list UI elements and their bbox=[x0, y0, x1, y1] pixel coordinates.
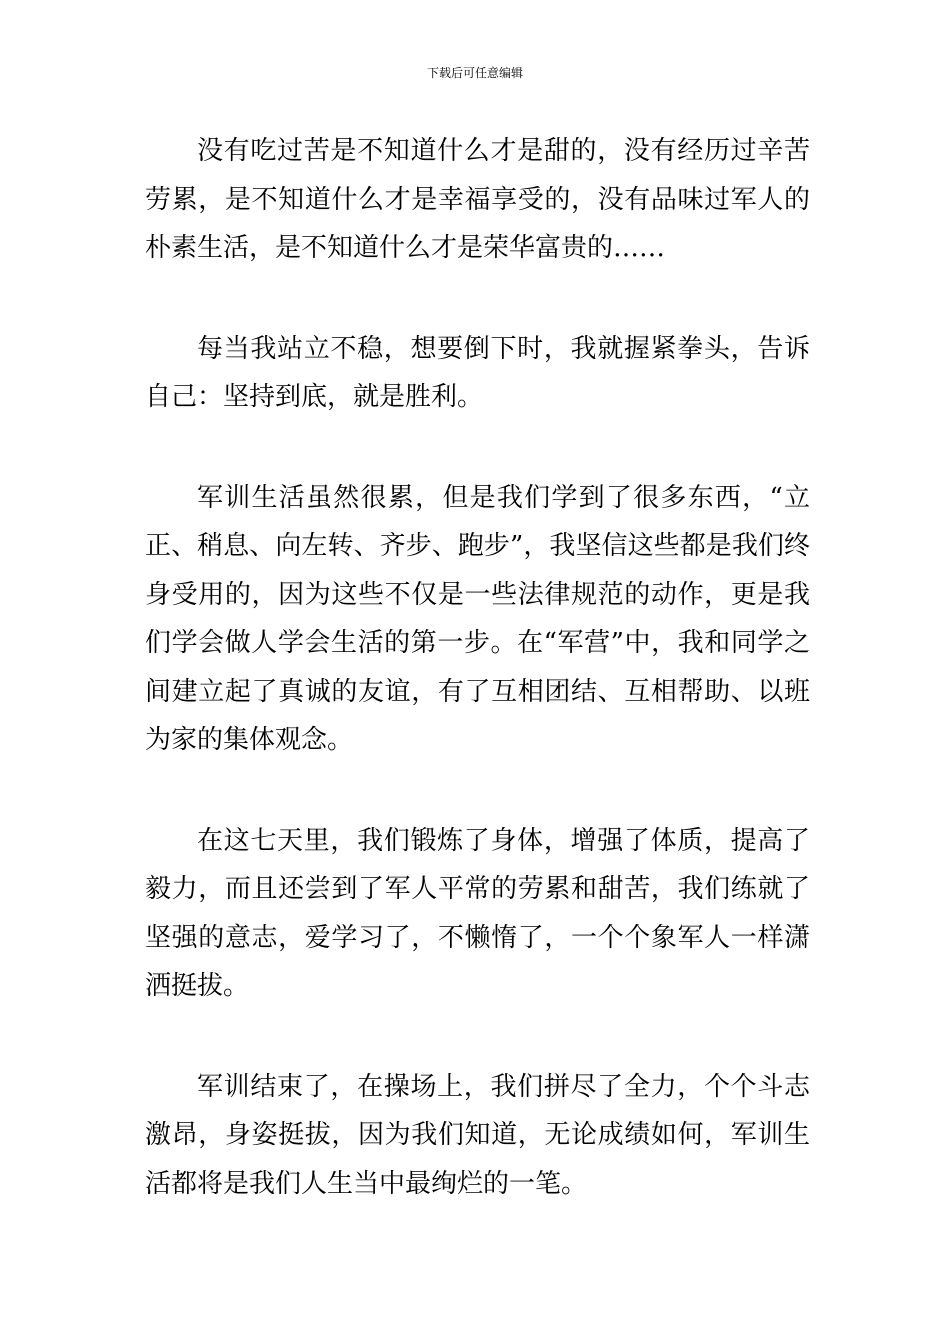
paragraph-spacer bbox=[145, 422, 810, 474]
paragraph-spacer bbox=[145, 1011, 810, 1063]
paragraph-4: 在这七天里，我们锻炼了身体，增强了体质，提高了毅力，而且还尝到了军人平常的劳累和甜苦，我们练就了坚强的意志，爱学习了，不懒惰了，一个个象军人一样潇洒挺拔。 bbox=[145, 825, 810, 1001]
paragraph-5: 军训结束了，在操场上，我们拼尽了全力，个个斗志激昂，身姿挺拔，因为我们知道，无论成绩如何，军训生活都将是我们人生当中最绚烂的一笔。 bbox=[145, 1071, 810, 1199]
paragraph-3: 军训生活虽然很累，但是我们学到了很多东西，“立正、稍息、向左转、齐步、跑步”，我坚信这些都是我们终身受用的，因为这些不仅是一些法律规范的动作，更是我们学会做人学会生活的第一步。在“军营”中，我和同学之间建立起了真诚的友谊，有了互相团结、互相帮助、以班为家的集体观念。 bbox=[145, 482, 810, 755]
paragraph-2: 每当我站立不稳，想要倒下时，我就握紧拳头，告诉自己：坚持到底，就是胜利。 bbox=[145, 333, 810, 412]
paragraph-spacer bbox=[145, 765, 810, 817]
document-body bbox=[145, 127, 810, 1208]
paragraph-1: 没有吃过苦是不知道什么才是甜的，没有经历过辛苦劳累，是不知道什么才是幸福享受的，没有品味过军人的朴素生活，是不知道什么才是荣华富贵的…… bbox=[145, 136, 810, 263]
paragraph-spacer bbox=[145, 273, 810, 325]
page-header: 下载后可任意编辑 bbox=[426, 66, 523, 80]
